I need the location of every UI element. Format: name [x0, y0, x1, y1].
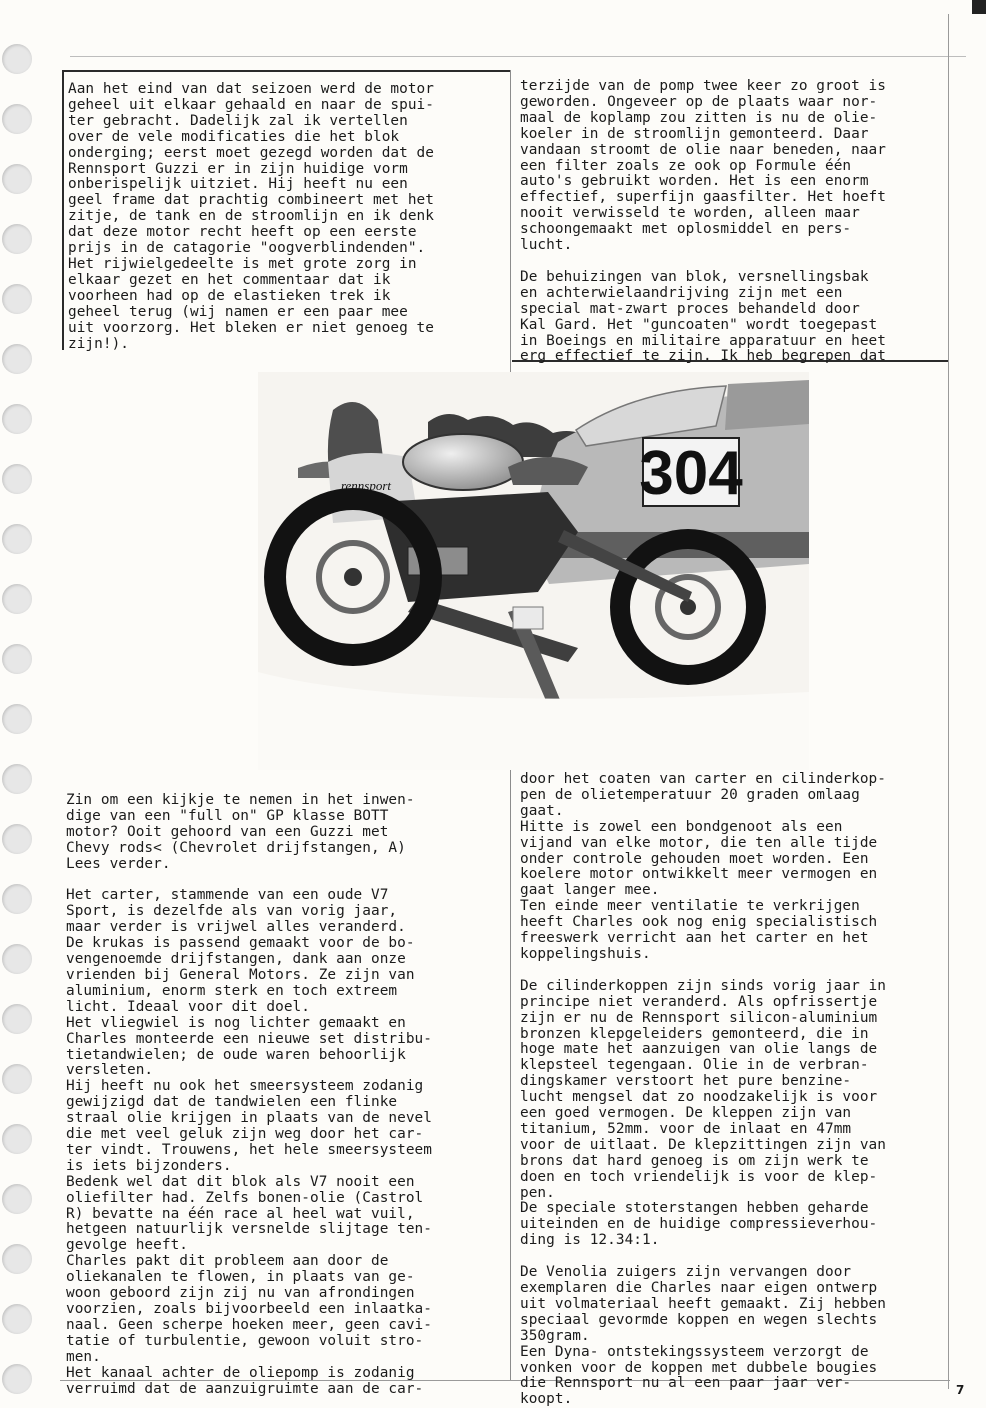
- binder-hole: [2, 1064, 32, 1094]
- binder-hole: [2, 344, 32, 374]
- article-text-right-top: terzijde van de pomp twee keer zo groot is geworden. Ongeveer op de plaats waar nor- maal de koplamp zou zitten is nu de olie- koeler in de stroomlijn gemonteerd. Daar vandaan stroomt de olie naar beneden, naar een filter zoals ze ook op Formule één auto's gebruikt worden. Het is een enorm effectief, superfijn gaasfilter. Het hoeft nooit verwisseld te worden, alleen maar schoongemaakt met oplosmiddel en pers- lucht. De behuizingen van blok, versnellingsbak en achterwielaandrijving zijn met een special mat-zwart proces behandeld door Kal Gard. Het "guncoaten" wordt toegepast in Boeings en militaire apparatuur en heet erg effectief te zijn. Ik heb begrepen dat: [520, 78, 886, 365]
- fuel-tank: [403, 434, 523, 490]
- binder-hole: [2, 1124, 32, 1154]
- race-number: 304: [639, 439, 743, 508]
- binder-hole: [2, 524, 32, 554]
- binder-hole: [2, 944, 32, 974]
- article-text-right-bottom: door het coaten van carter en cilinderkop- pen de olietemperatuur 20 graden omlaag gaat. Hitte is zowel een bondgenoot als een vijand van elke motor, die ten alle tijde onder controle gehouden moet worden. Een koelere motor ontwikkelt meer vermogen en gaat langer mee. Ten einde meer ventilatie te verkrijgen heeft Charles ook nog enig specialistisch freeswerk verricht aan het carter en het koppelingshuis. De cilinderkoppen zijn sinds vorig jaar in principe niet veranderd. Als opfrissertje zijn er nu de Rennsport silicon-aluminium bronzen klepgeleiders gemonteerd, die in hoge mate het aanzuigen van olie langs de klepsteel tegengaan. Olie in de verbran- dingskamer verstoort het pure benzine- lucht mengsel dat zo noodzakelijk is voor een goed vermogen. De kleppen zijn van titanium, 52mm. voor de inlaat en 47mm voor de uitlaat. De klepzittingen zijn van brons dat hard genoeg is om zijn werk te doen en toch vriendelijk is voor de klep- pen. De speciale stoterstangen hebben geharde uiteinden en de huidige compressieverhou- ding is 12.34:1. De Venolia zuigers zijn vervangen door exemplaren die Charles naar eigen ontwerp uit volmateriaal heeft gemaakt. Zij hebben speciaal gevormde koppen en wegen slechts 350gram. Een Dyna- ontstekingssysteem verzorgt de vonken voor de koppen met dubbele bougies die Rennsport nu al een paar jaar ver- koopt.: [520, 771, 886, 1408]
- corner-mark: [972, 0, 986, 14]
- paddock-block: [513, 607, 543, 629]
- binder-hole: [2, 1364, 32, 1394]
- header-rule: [70, 56, 966, 57]
- left-box-top-rule: [62, 70, 510, 72]
- binder-hole: [2, 104, 32, 134]
- binder-hole: [2, 404, 32, 434]
- binder-hole: [2, 644, 32, 674]
- left-box-side-rule: [62, 70, 64, 350]
- binder-hole: [2, 1004, 32, 1034]
- right-margin-rule: [948, 14, 949, 1389]
- page-number: 7: [956, 1383, 965, 1397]
- binder-hole: [2, 884, 32, 914]
- binder-hole: [2, 44, 32, 74]
- fairing-logo: rennsport: [340, 478, 392, 493]
- binder-hole: [2, 224, 32, 254]
- binder-hole: [2, 1184, 32, 1214]
- binder-hole: [2, 164, 32, 194]
- binder-hole: [2, 1244, 32, 1274]
- article-text-left-top: Aan het eind van dat seizoen werd de motor geheel uit elkaar gehaald en naar de spui- ter gebracht. Dadelijk zal ik vertellen over de vele modificaties die het blok onderging; eerst moet gezegd worden dat de Rennsport Guzzi er in zijn huidige vorm onberispelijk uitziet. Hij heeft nu een geel frame dat prachtig combineert met het zitje, de tank en de stroomlijn en ik denk dat deze motor recht heeft op een eerste prijs in de catagorie "oogverblindenden". Het rijwielgedeelte is met grote zorg in elkaar gezet en het commentaar dat ik voorheen had op de elastieken trek ik geheel terug (wij namen er een paar mee uit voorzorg. Het bleken er niet genoeg te zijn!).: [68, 81, 434, 352]
- article-text-left-bottom: Zin om een kijkje te nemen in het inwen- dige van een "full on" GP klasse BOTT motor? Ooit gehoord van een Guzzi met Chevy rods< (Chevrolet drijfstangen, A) Lees verder. Het carter, stammende van een oude V7 Sport, is dezelfde als van vorig jaar, maar verder is vrijwel alles veranderd. De krukas is passend gemaakt voor de bo- vengenoemde drijfstangen, dank aan onze vrienden bij General Motors. Ze zijn van aluminium, enorm sterk en toch extreem licht. Ideaal voor dit doel. Het vliegwiel is nog lichter gemaakt en Charles monteerde een nieuwe set distribu- tietandwielen; de oude waren behoorlijk versleten. Hij heeft nu ook het smeersysteem zodanig gewijzigd dat de tandwielen een flinke straal olie krijgen in plaats van de nevel die met veel geluk zijn weg door het car- ter vindt. Trouwens, het hele smeersysteem is iets bijzonders. Bedenk wel dat dit blok als V7 nooit een oliefilter had. Zelfs bonen-olie (Castrol R) bevatte na één race al heel wat vuil, hetgeen natuurlijk versnelde slijtage ten- gevolge heeft. Charles pakt dit probleem aan door de oliekanalen te flowen, in plaats van ge- woon geboord zijn zij nu van afrondingen voorzien, zoals bijvoorbeeld een inlaatka- naal. Geen scherpe hoeken meer, geen cavi- tatie of turbulentie, gewoon voluit stro- men. Het kanaal achter de oliepomp is zodanig verruimd dat de aanzuigruimte aan de car-: [66, 792, 432, 1397]
- binder-hole: [2, 464, 32, 494]
- binder-hole: [2, 824, 32, 854]
- ring-binder-holes: [0, 0, 60, 1402]
- photo-drawing: [258, 372, 809, 770]
- binder-hole: [2, 584, 32, 614]
- racing-motorcycle-photo: [258, 372, 809, 770]
- binder-hole: [2, 284, 32, 314]
- binder-hole: [2, 1304, 32, 1334]
- fairing-logo-sub: racing: [367, 495, 389, 504]
- binder-hole: [2, 704, 32, 734]
- binder-hole: [2, 764, 32, 794]
